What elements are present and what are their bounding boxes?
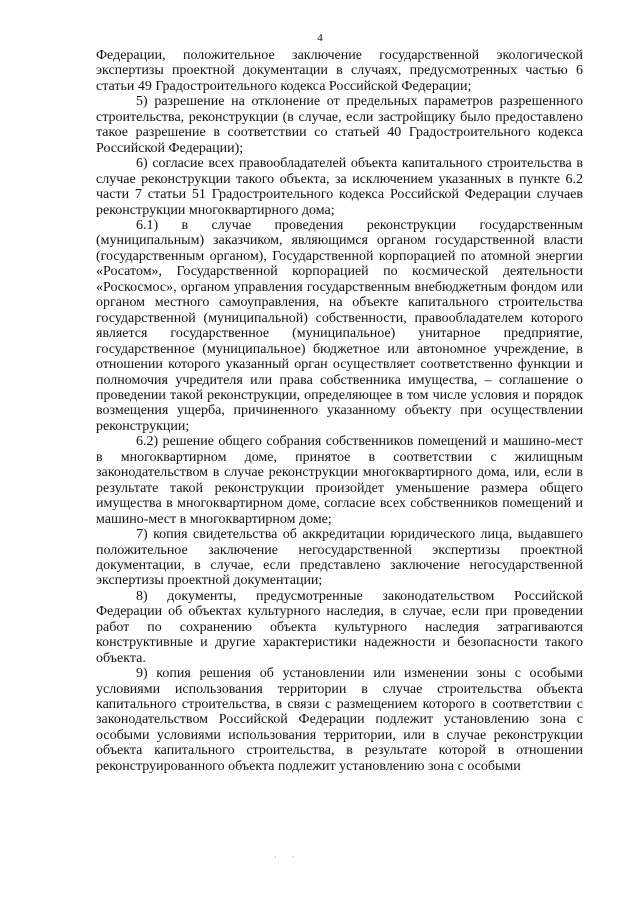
paragraph-item-7: 7) копия свидетельства об аккредитации юридического лица, выдавшего положительное заключение негосударственной экспертизы проектной документации, в случае, если представлено заключение негосударственной экспертизы проектной документации;	[96, 527, 583, 589]
paragraph-item-6: 6) согласие всех правообладателей объекта капитального строительства в случае реконструкции такого объекта, за исключением указанных в пункте 6.2 части 7 статьи 51 Градостроительного кодекса Российской Федерации случаев реконструкции многоквартирного дома;	[96, 156, 583, 218]
scan-speck-decoration: · ·	[274, 852, 301, 862]
paragraph-continuation: Федерации, положительное заключение государственной экологической экспертизы проектной документации в случаях, предусмотренных частью 6 статьи 49 Градостроительного кодекса Российской Федерации;	[96, 48, 583, 94]
paragraph-item-6-2: 6.2) решение общего собрания собственников помещений и машино-мест в многоквартирном доме, принятое в соответствии с жилищным законодательством в случае реконструкции многоквартирного дома, или, если в результате такой реконструкции произойдет уменьшение размера общего имущества в многоквартирном доме, согласие всех собственников помещений и машино-мест в многоквартирном доме;	[96, 434, 583, 527]
document-body	[96, 48, 583, 774]
paragraph-item-8: 8) документы, предусмотренные законодательством Российской Федерации об объектах культурного наследия, в случае, если при проведении работ по сохранению объекта культурного наследия затрагиваются конструктивные и другие характеристики надежности и безопасности такого объекта.	[96, 588, 583, 666]
page-number: 4	[317, 32, 323, 44]
paragraph-item-9: 9) копия решения об установлении или изменении зоны с особыми условиями использования территории в случае строительства объекта капитального строительства, в связи с размещением которого в соответствии с законодательством Российской Федерации подлежит установлению зона с особыми условиями использования территории, или в случае реконструкции объекта капитального строительства, в результате которой в отношении реконструированного объекта подлежит установлению зона с особыми	[96, 666, 583, 774]
paragraph-item-5: 5) разрешение на отклонение от предельных параметров разрешенного строительства, реконструкции (в случае, если застройщику было предоставлено такое разрешение в соответствии со статьей 40 Градостроительного кодекса Российской Федерации);	[96, 94, 583, 156]
paragraph-item-6-1: 6.1) в случае проведения реконструкции государственным (муниципальным) заказчиком, являющимся органом государственной власти (государственным органом), Государственной корпорацией по атомной энергии «Росатом», Государственной корпорацией по космической деятельности «Роскосмос», органом управления государственным внебюджетным фондом или органом местного самоуправления, на объекте капитального строительства государственной (муниципальной) собственности, правообладателем которого является государственное (муниципальное) унитарное предприятие, государственное (муниципальное) бюджетное или автономное учреждение, в отношении которого указанный орган осуществляет соответственно функции и полномочия учредителя или права собственника имущества, – соглашение о проведении такой реконструкции, определяющее в том числе условия и порядок возмещения ущерба, причиненного указанному объекту при осуществлении реконструкции;	[96, 217, 583, 434]
